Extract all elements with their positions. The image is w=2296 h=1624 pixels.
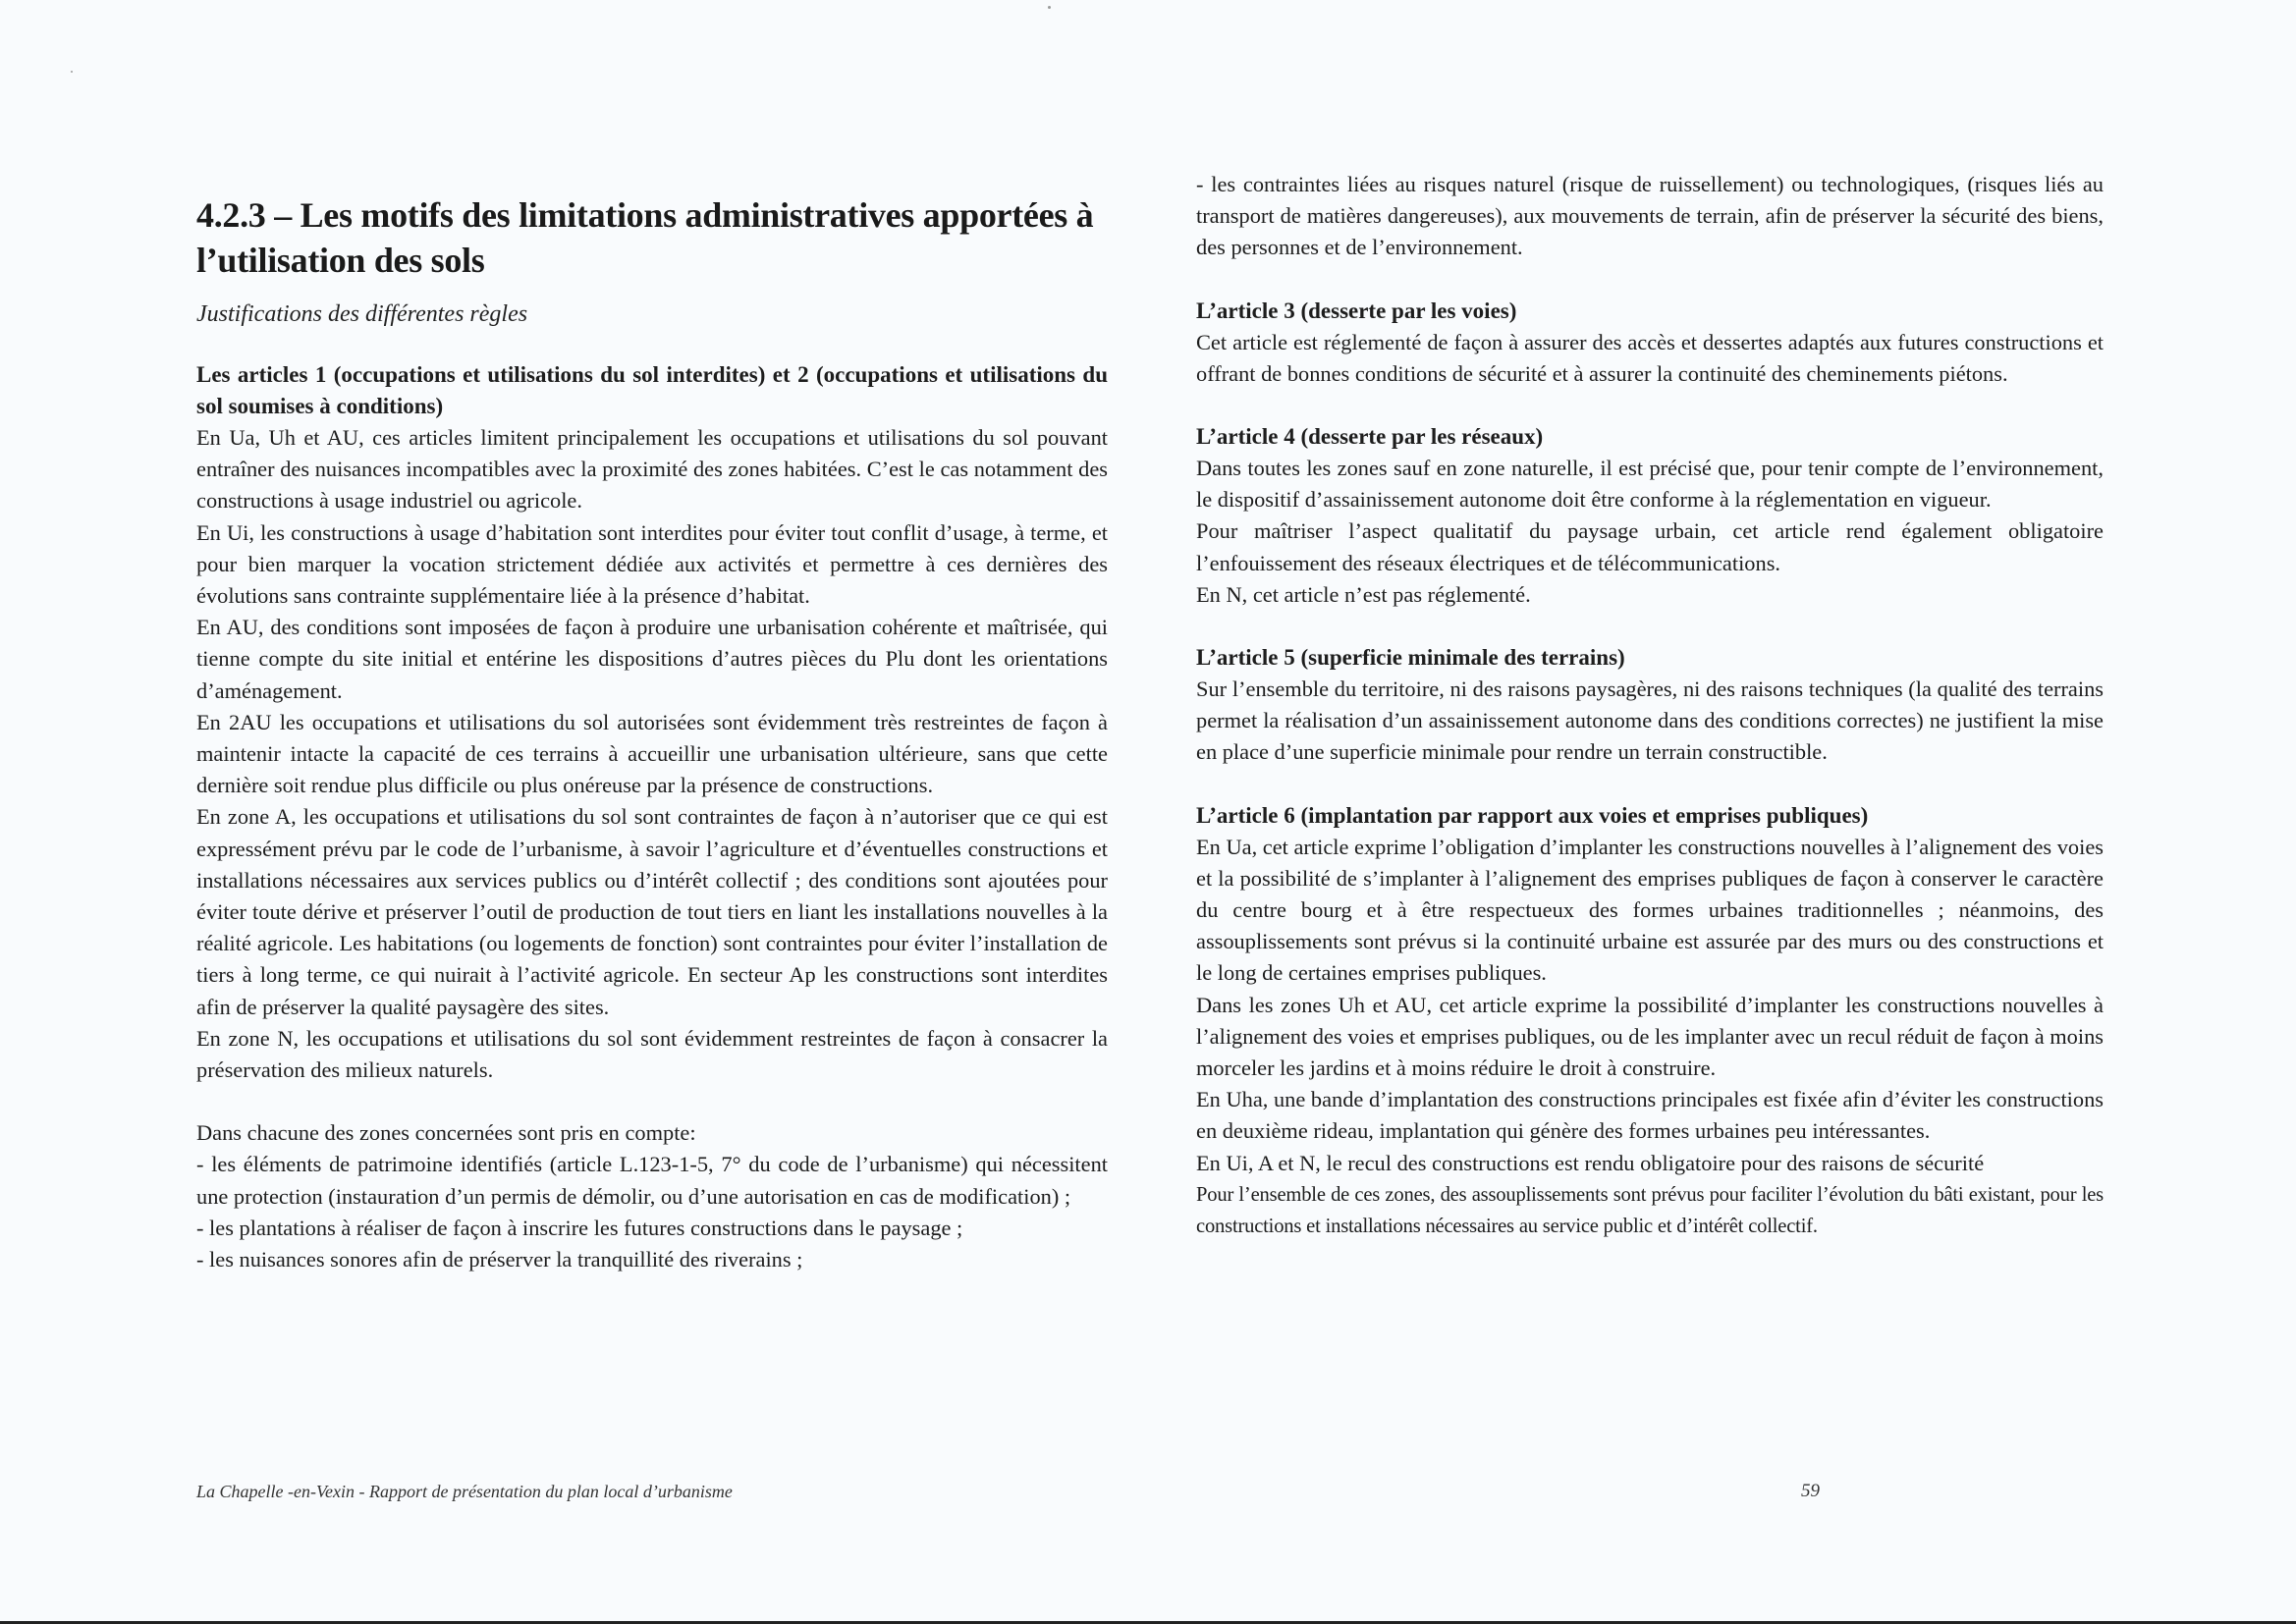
paragraph: En Ui, les constructions à usage d’habitation sont interdites pour éviter tout conflit d’usage, à terme, et pour bien marquer la vocation strictement dédiée aux activités et permettre à ces dernières des évolutions sans contrainte supplémentaire liée à la présence d’habitat. — [196, 519, 1108, 609]
spacer — [196, 1086, 1108, 1117]
article-5-heading: L’article 5 (superficie minimale des terrains) — [1196, 645, 1625, 671]
paragraph: Pour l’ensemble de ces zones, des assouplissements sont prévus pour faciliter l’évolution du bâti existant, pour les constructions et installations nécessaires au service public et d’intérêt collectif. — [1196, 1183, 2104, 1238]
zones-intro: Dans chacune des zones concernées sont pris en compte: — [196, 1120, 696, 1146]
spacer — [1196, 769, 2104, 800]
spacer — [1196, 264, 2104, 296]
paragraph: En Uha, une bande d’implantation des constructions principales est fixée afin d’éviter les constructions en deuxième rideau, implantation qui génère des formes urbaines peu intéressantes. — [1196, 1087, 2104, 1144]
article-heading: Les articles 1 (occupations et utilisations du sol interdites) et 2 (occupations et utilisations du sol soumises à conditions) — [196, 362, 1108, 418]
paragraph: En Ua, cet article exprime l’obligation d’implanter les constructions nouvelles à l’alignement des voies et la possibilité de s’implanter à l’alignement des emprises publiques de façon à conserver le caractère du centre bourg et à être respectueux des formes urbaines traditionnelles ; néanmoins, des assouplissements sont prévus si la continuité urbaine est assurée par des murs ou des constructions et le long de certaines emprises publiques. — [1196, 834, 2104, 986]
paragraph: Pour maîtriser l’aspect qualitatif du paysage urbain, cet article rend également obligatoire l’enfouissement des réseaux électriques et de télécommunications. — [1196, 518, 2104, 575]
paragraph: En AU, des conditions sont imposées de façon à produire une urbanisation cohérente et maîtrisée, qui tienne compte du site initial et entérine les dispositions d’autres pièces du Plu dont les orientations d’aménagement. — [196, 615, 1108, 703]
paragraph: Sur l’ensemble du territoire, ni des raisons paysagères, ni des raisons techniques (la qualité des terrains permet la réalisation d’un assainissement autonome dans des conditions correctes) ne justifient la mise en place d’une superficie minimale pour rendre un terrain constructible. — [1196, 677, 2104, 765]
paragraph: En Ua, Uh et AU, ces articles limitent principalement les occupations et utilisations du sol pouvant entraîner des nuisances incompatibles avec la proximité des zones habitées. C’est le cas notamment des constructions à usage industriel ou agricole. — [196, 425, 1108, 514]
list-item: - les nuisances sonores afin de préserver la tranquillité des riverains ; — [196, 1247, 803, 1272]
article-4-heading: L’article 4 (desserte par les réseaux) — [1196, 424, 1544, 450]
scan-speck — [71, 71, 73, 73]
paragraph: Dans toutes les zones sauf en zone naturelle, il est précisé que, pour tenir compte de l’environnement, le dispositif d’assainissement autonome doit être conforme à la réglementation en vigueur. — [1196, 456, 2104, 513]
paragraph: En zone N, les occupations et utilisations du sol sont évidemment restreintes de façon à consacrer la préservation des milieux naturels. — [196, 1025, 1108, 1083]
spacer — [1196, 611, 2104, 642]
list-item: - les contraintes liées au risques naturel (risque de ruissellement) ou technologiques, (risques liés au transport de matières dangereuses), aux mouvements de terrain, afin de préserver la sécurité des biens, des personnes et de l’environnement. — [1196, 172, 2104, 260]
section-title: 4.2.3 – Les motifs des limitations administratives apportées à l’utilisation des sols — [196, 195, 1094, 281]
list-item: - les plantations à réaliser de façon à inscrire les futures constructions dans le paysage ; — [196, 1215, 963, 1240]
paragraph: Cet article est réglementé de façon à assurer des accès et dessertes adaptés aux futures constructions et offrant de bonnes conditions de sécurité et à assurer la continuité des cheminements piétons. — [1196, 329, 2104, 386]
page-number: 59 — [1801, 1481, 1820, 1501]
paragraph: En N, cet article n’est pas réglementé. — [1196, 581, 1531, 607]
paragraph: En Ui, A et N, le recul des constructions est rendu obligatoire pour des raisons de sécurité — [1196, 1150, 1985, 1175]
article-3-heading: L’article 3 (desserte par les voies) — [1196, 298, 1517, 323]
paragraph: En zone A, les occupations et utilisations du sol sont contraintes de façon à n’autoriser que ce qui est expressément prévu par le code de l’urbanisme, à savoir l’agriculture et d’éventuelles constructions et installations nécessaires aux services publics ou d’intérêt collectif ; des conditions sont ajoutées pour éviter toute dérive et préserver l’outil de production de tout tiers en liant les installations nouvelles à la réalité agricole. Les habitations (ou logements de fonction) sont contraintes pour éviter l’installation de tiers à long terme, ce qui nuirait à l’activité agricole. En secteur Ap les constructions sont interdites afin de préserver la qualité paysagère des sites. — [196, 804, 1108, 1019]
spacer — [1196, 390, 2104, 421]
article-6-heading: L’article 6 (implantation par rapport aux voies et emprises publiques) — [1196, 802, 1869, 828]
paragraph: Dans les zones Uh et AU, cet article exprime la possibilité d’implanter les constructions nouvelles à l’alignement des voies et emprises publiques, ou de les implanter avec un recul réduit de façon à moins morceler les jardins et à moins réduire le droit à construire. — [1196, 992, 2104, 1081]
section-subtitle: Justifications des différentes règles — [196, 301, 528, 327]
articles-1-2-section — [196, 359, 1108, 1275]
paragraph: En 2AU les occupations et utilisations du sol autorisées sont évidemment très restreintes de façon à maintenir intacte la capacité de ces terrains à accueillir une urbanisation ultérieure, sans que cette dernière soit rendue plus difficile ou plus onéreuse par la présence de constructions. — [196, 709, 1108, 798]
list-item: - les éléments de patrimoine identifiés (article L.123-1-5, 7° du code de l’urbanisme) qui nécessitent une protection (instauration d’un permis de démolir, ou d’une autorisation en cas de modification) ; — [196, 1152, 1108, 1209]
scan-speck — [1048, 6, 1051, 9]
running-footer: La Chapelle -en-Vexin - Rapport de présentation du plan local d’urbanisme — [196, 1482, 733, 1501]
right-page-flow — [1196, 169, 2104, 1242]
